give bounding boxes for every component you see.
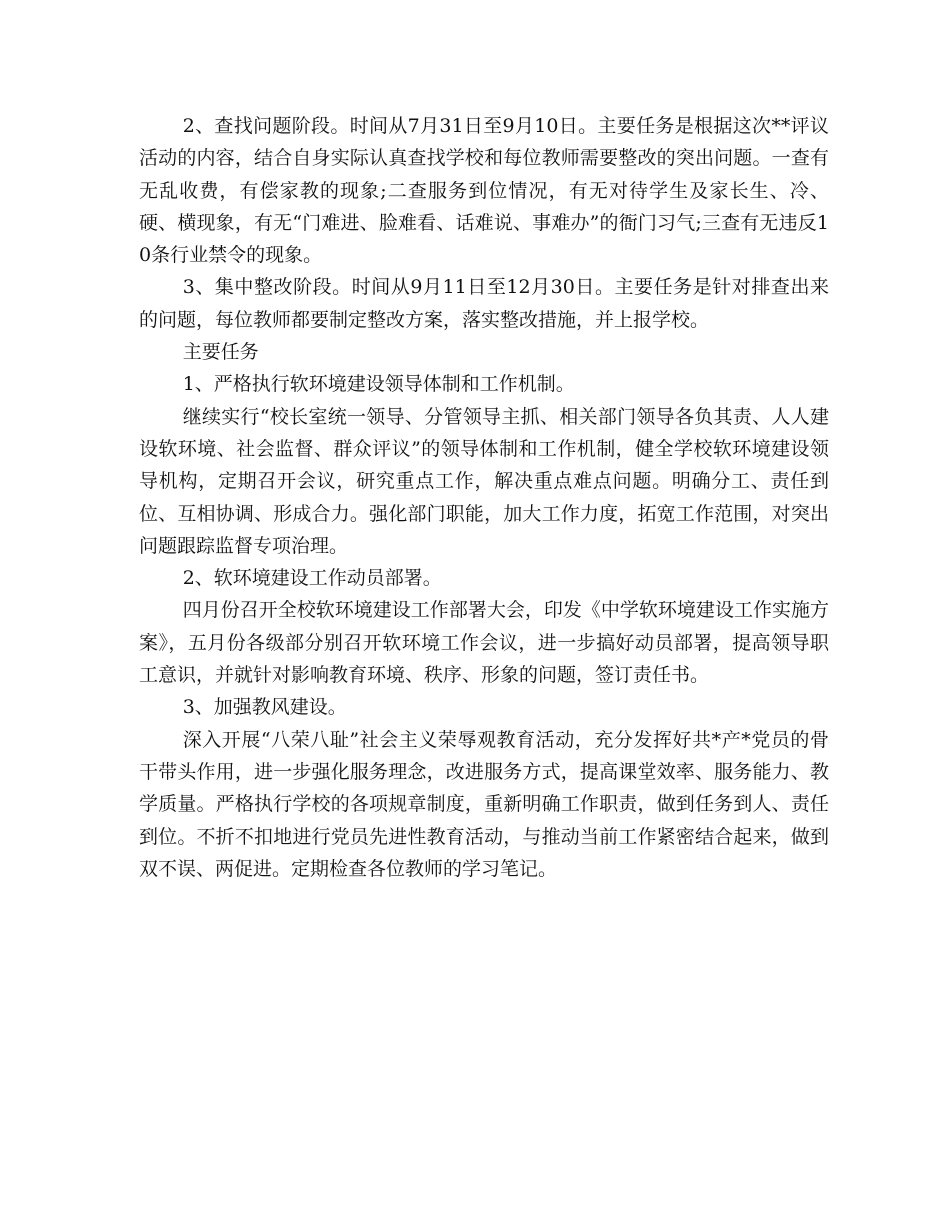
section-heading-main-tasks: 主要任务 bbox=[182, 341, 259, 364]
paragraph-task-1: 继续实行“校长室统一领导、分管领导主抓、相关部门领导各负其责、人人建设软环境、社会监督、群众评议”的领导体制和工作机制，健全学校软环境建设领导机构，定期召开会议，研究重点工作，解决重点难点问题。明确分工、责任到位、互相协调、形成合力。强化部门职能，加大工作力度，拓宽工作范围，对突出问题跟踪监督专项治理。 bbox=[139, 405, 829, 557]
document-body bbox=[139, 110, 829, 885]
paragraph-task-3: 深入开展“八荣八耻”社会主义荣辱观教育活动，充分发挥好共*产*党员的骨干带头作用，进一步强化服务理念，改进服务方式，提高课堂效率、服务能力、教学质量。严格执行学校的各项规章制度，重新明确工作职责，做到任务到人、责任到位。不折不扣地进行党员先进性教育活动，与推动当前工作紧密结合起来，做到双不误、两促进。定期检查各位教师的学习笔记。 bbox=[139, 728, 829, 880]
task-heading-3: 3、加强教风建设。 bbox=[182, 696, 347, 719]
task-heading-1: 1、严格执行软环境建设领导体制和工作机制。 bbox=[182, 373, 575, 396]
paragraph-stage-3: 3、集中整改阶段。时间从9月11日至12月30日。主要任务是针对排查出来的问题，每位教师都要制定整改方案，落实整改措施，并上报学校。 bbox=[139, 276, 829, 331]
paragraph-task-2: 四月份召开全校软环境建设工作部署大会，印发《中学软环境建设工作实施方案》，五月份各级部分别召开软环境工作会议，进一步搞好动员部署，提高领导职工意识，并就针对影响教育环境、秩序、形象的问题，签订责任书。 bbox=[139, 599, 829, 687]
task-heading-2: 2、软环境建设工作动员部署。 bbox=[182, 567, 442, 590]
paragraph-stage-2: 2、查找问题阶段。时间从7月31日至9月10日。主要任务是根据这次**评议活动的内容，结合自身实际认真查找学校和每位教师需要整改的突出问题。一查有无乱收费，有偿家教的现象;二查服务到位情况，有无对待学生及家长生、冷、硬、横现象，有无“门难进、脸难看、话难说、事难办”的衙门习气;三查有无违反10条行业禁令的现象。 bbox=[139, 115, 829, 267]
